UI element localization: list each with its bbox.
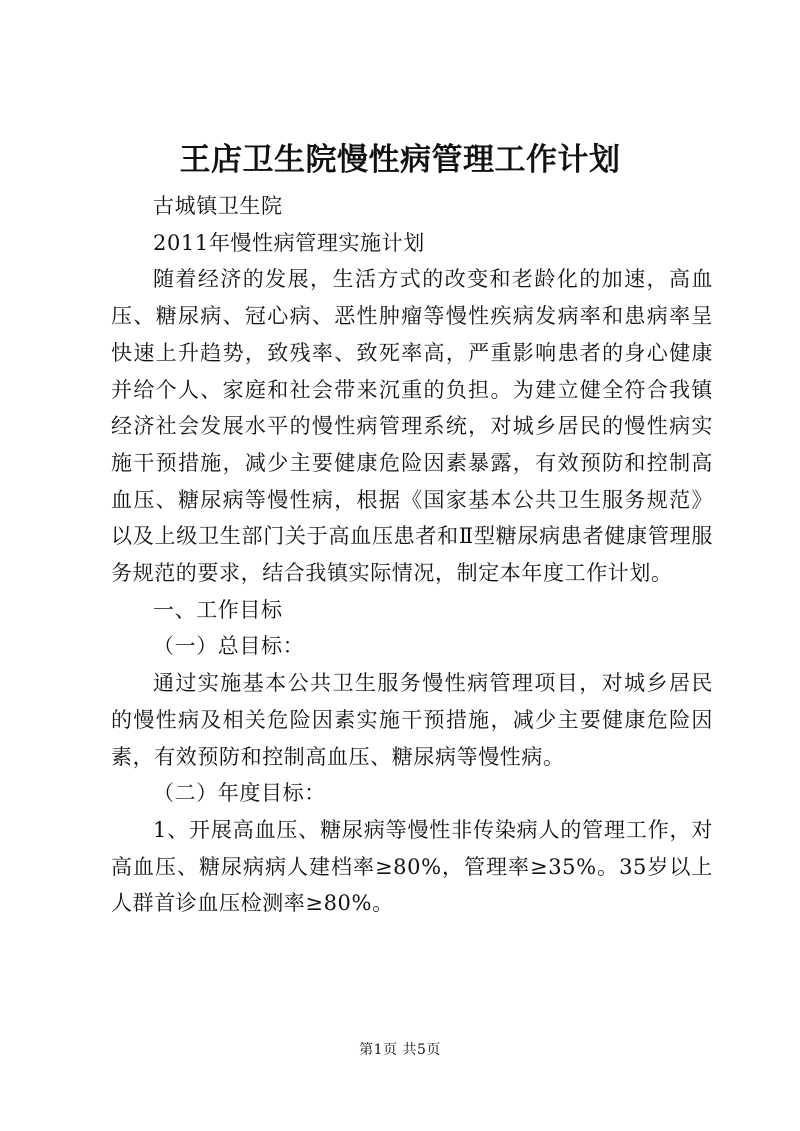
paragraph-introduction: 随着经济的发展，生活方式的改变和老龄化的加速，高血压、糖尿病、冠心病、恶性肿瘤等慢性疾病发病率和患病率呈快速上升趋势，致残率、致死率高，严重影响患者的身心健康并给个人、家庭和社会带来沉重的负担。为建立健全符合我镇经济社会发展水平的慢性病管理系统，对城乡居民的慢性病实施干预措施，减少主要健康危险因素暴露，有效预防和控制高血压、糖尿病等慢性病，根据《国家基本公共卫生服务规范》以及上级卫生部门关于高血压患者和Ⅱ型糖尿病患者健康管理服务规范的要求，结合我镇实际情况，制定本年度工作计划。 [111, 267, 713, 586]
paragraph-organization: 古城镇卫生院 [153, 194, 283, 218]
document-body [111, 188, 713, 922]
heading-work-goals: 一、工作目标 [153, 597, 283, 622]
heading-overall-goal: （一）总目标： [153, 634, 305, 659]
paragraph-plan-name: 2011年慢性病管理实施计划 [153, 230, 425, 255]
page-footer: 第1页 共5页 [359, 1042, 441, 1058]
paragraph-annual-goal-1: 1、开展高血压、糖尿病等慢性非传染病人的管理工作，对高血压、糖尿病病人建档率≥80%，管理率≥35%。35岁以上人群首诊血压检测率≥80%。 [111, 817, 713, 916]
document-title: 王店卫生院慢性病管理工作计划 [179, 142, 621, 178]
paragraph-overall-goal: 通过实施基本公共卫生服务慢性病管理项目，对城乡居民的慢性病及相关危险因素实施干预措施，减少主要健康危险因素，有效预防和控制高血压、糖尿病等慢性病。 [111, 671, 713, 769]
heading-annual-goal: （二）年度目标： [153, 781, 326, 806]
